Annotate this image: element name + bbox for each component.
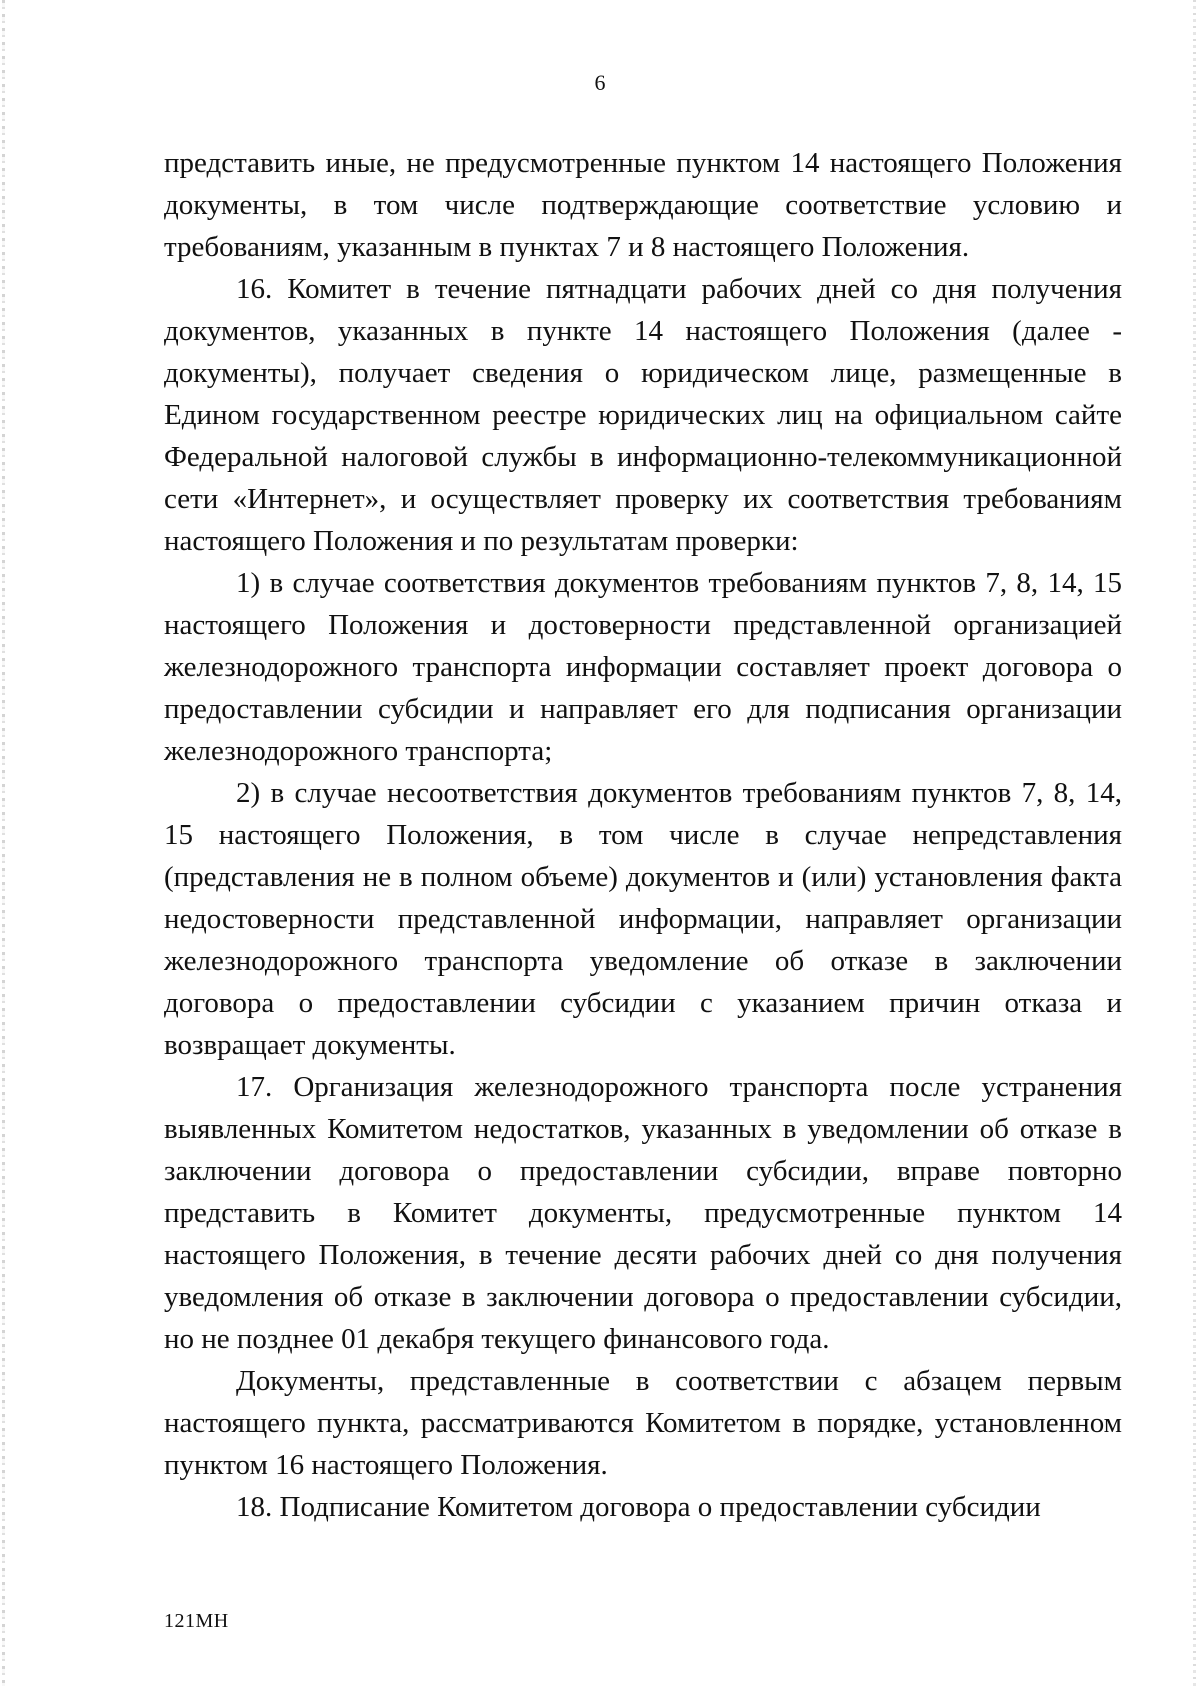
paragraph-subitem-1: 1) в случае соответствия документов требованиям пунктов 7, 8, 14, 15 настоящего Положения и достоверности представленной организацией железнодорожного транспорта информации составляет проект договора о предоставлении субсидии и направляет его для подписания организации железнодорожного транспорта; xyxy=(164,567,1122,767)
page-number: 6 xyxy=(594,70,606,95)
paragraph-item-18: 18. Подписание Комитетом договора о предоставлении субсидии xyxy=(236,1491,1041,1523)
scan-edge-right xyxy=(1193,0,1196,1686)
paragraph-item-16: 16. Комитет в течение пятнадцати рабочих дней со дня получения документов, указанных в пункте 14 настоящего Положения (далее - документы), получает сведения о юридическом лице, размещенные в Едином государственном реестре юридических лиц на официальном сайте Федеральной налоговой службы в информационно-телекоммуникационной сети «Интернет», и осуществляет проверку их соответствия требованиям настоящего Положения и по результатам проверки: xyxy=(164,273,1122,557)
scan-edge-left xyxy=(2,0,5,1686)
document-body xyxy=(164,142,1122,1528)
paragraph-continuation: представить иные, не предусмотренные пунктом 14 настоящего Положения документы, в том числе подтверждающие соответствие условию и требованиям, указанным в пунктах 7 и 8 настоящего Положения. xyxy=(164,147,1122,263)
footer-code: 121МН xyxy=(164,1610,229,1632)
paragraph-item-17: 17. Организация железнодорожного транспорта после устранения выявленных Комитетом недостатков, указанных в уведомлении об отказе в заключении договора о предоставлении субсидии, вправе повторно представить в Комитет документы, предусмотренные пунктом 14 настоящего Положения, в течение десяти рабочих дней со дня получения уведомления об отказе в заключении договора о предоставлении субсидии, но не позднее 01 декабря текущего финансового года. xyxy=(164,1071,1122,1355)
paragraph-subitem-2: 2) в случае несоответствия документов требованиям пунктов 7, 8, 14, 15 настоящего Положения, в том числе в случае непредставления (представления не в полном объеме) документов и (или) установления факта недостоверности представленной информации, направляет организации железнодорожного транспорта уведомление об отказе в заключении договора о предоставлении субсидии с указанием причин отказа и возвращает документы. xyxy=(164,777,1122,1061)
paragraph-item-17-second: Документы, представленные в соответствии с абзацем первым настоящего пункта, рассматриваются Комитетом в порядке, установленном пунктом 16 настоящего Положения. xyxy=(164,1365,1122,1481)
